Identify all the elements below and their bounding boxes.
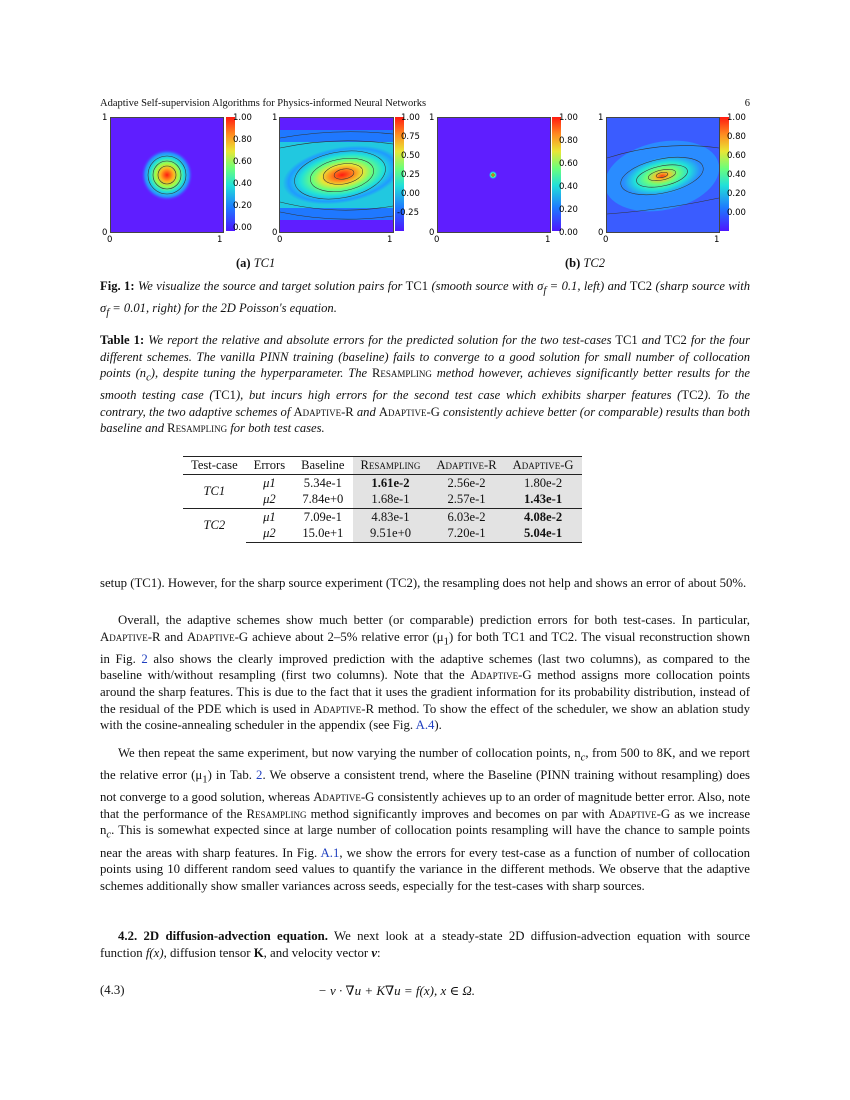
table-caption-text: ), but incurs high errors for the second test case which exhibits sharper features ( [235, 388, 682, 403]
method-adaptive-g: Adaptive-G [313, 790, 375, 805]
table-caption-text: ). To the contrary, the two adaptive schemes of [100, 388, 750, 419]
figure-caption-label: Fig. 1: [100, 279, 135, 293]
panel1-cbar-tick: 0.20 [233, 201, 252, 211]
table-caption-text: for the four different schemes. The vanilla PINN training (baseline) fails to converge to a good solution for small number of collocation points (n [100, 333, 750, 381]
paragraph-text: ) for both TC1 and TC2. The visual reconstruction shown in Fig. [100, 629, 750, 666]
cell-baseline: 7.84e+0 [302, 492, 344, 506]
cell-case: TC2 [183, 508, 246, 542]
cell-adaptive-g: 1.80e-2 [505, 474, 582, 491]
cell-error: μ2 [246, 525, 293, 542]
figure-caption-text: We visualize the source and target solution pairs for [137, 279, 403, 293]
panel1-cbar-tick: 0.00 [233, 223, 252, 233]
panel4-cbar-tick: 0.40 [727, 170, 746, 180]
cell-error: μ1 [246, 508, 293, 525]
paragraph-text: as we increase n [100, 806, 750, 838]
cell-adaptive-r: 7.20e-1 [428, 525, 504, 542]
panel2-cbar-tick: 0.75 [401, 132, 420, 142]
panel1-x-zero: 0 [107, 235, 113, 245]
table-caption-tc2: TC2 [681, 388, 704, 403]
panel2-heatmap [279, 117, 394, 233]
panel1-x-one: 1 [217, 235, 223, 245]
paragraph-text: Overall, the adaptive schemes show much better (or comparable) prediction errors for both test-cases. In particular, [118, 613, 750, 627]
table-caption-text: and [356, 404, 376, 419]
panel2-y-one: 1 [272, 113, 278, 123]
paragraph-text: and [164, 629, 183, 644]
panel2-y-zero: 0 [272, 228, 278, 238]
panel3-y-zero: 0 [429, 228, 435, 238]
header-resampling: Resampling [353, 457, 429, 475]
link-fig-a4[interactable]: A.4 [415, 718, 435, 733]
panel4-cbar-tick: 0.00 [727, 208, 746, 218]
paragraph-text: ) in Tab. [207, 768, 252, 783]
panel3-cbar-tick: 0.20 [559, 205, 578, 215]
cell-error: μ2 [263, 492, 276, 506]
subscript: c [106, 830, 112, 842]
cell-resampling: 9.51e+0 [353, 525, 429, 542]
paragraph-text: , we show the errors for every test-case as a function of number of collocation points using 10 different random seed values to quantify the variance in the different methods. We observe that the adaptive schemes additionally show smaller variances across seeds, especially for the test-cases with sharp sources. [100, 845, 751, 893]
paragraph-text: . We observe a consistent trend, where the Baseline (PINN training without resampling) does not converge to a good solution, whereas [100, 768, 750, 805]
method-adaptive-g: Adaptive-G [608, 806, 671, 821]
subcaption-b [565, 256, 605, 271]
section-4-2 [100, 928, 750, 961]
panel1-cbar-tick: 0.60 [233, 157, 252, 167]
table-caption-resampling: Resampling [371, 366, 432, 381]
cell-adaptive-r: 2.57e-1 [428, 491, 504, 508]
running-header [100, 98, 750, 109]
results-table [183, 456, 582, 543]
running-title: Adaptive Self-supervision Algorithms for Physics-informed Neural Networks [100, 98, 427, 109]
table-caption-resampling: Resampling [167, 421, 228, 436]
paragraph-text: , diffusion tensor [163, 945, 251, 960]
panel4-x-one: 1 [714, 235, 720, 245]
method-adaptive-g: Adaptive-G [470, 668, 532, 683]
method-adaptive-r: Adaptive-R [100, 629, 161, 644]
cell-adaptive-g: 4.08e-2 [505, 508, 582, 525]
subcaption-b-text: TC2 [583, 256, 605, 270]
header-adaptive-r: Adaptive-R [428, 457, 504, 475]
panel4-cbar-tick: 0.20 [727, 189, 746, 199]
panel2-cbar-tick: 0.00 [401, 189, 420, 199]
subcaption-b-label: (b) [565, 256, 581, 270]
table-caption-adaptive-g: Adaptive-G [378, 404, 440, 419]
figure-caption-text: (sharp source with σ [100, 279, 751, 316]
section-title: 4.2. 2D diffusion-advection equation. [118, 929, 328, 943]
table-caption-tc2: TC2 [664, 333, 687, 347]
panel3-x-zero: 0 [434, 235, 440, 245]
paragraph-text: achieve about 2–5% relative error (μ [252, 629, 444, 644]
page-number: 6 [744, 98, 750, 109]
paragraph-text: We next look at a steady-state 2D diffusion-advection equation with source function [100, 929, 750, 960]
figure-caption-tc1: TC1 [405, 279, 429, 293]
cell-error: μ1 [263, 475, 276, 490]
paragraph-text: consistently achieves up to an order of magnitude better error. Also, note that the performance of the [100, 790, 751, 821]
cell-resampling: 4.83e-1 [353, 508, 429, 525]
math-f: f(x) [145, 945, 164, 960]
header-errors: Errors [246, 457, 293, 475]
panel4-cbar-tick: 1.00 [727, 113, 746, 123]
panel2-cbar-tick: 0.25 [401, 170, 420, 180]
table-row [183, 474, 582, 491]
cell-resampling: 1.61e-2 [353, 474, 429, 491]
figure-caption-sub: f [543, 285, 547, 297]
cell-adaptive-g: 5.04e-1 [505, 525, 582, 542]
link-tab-2[interactable]: 2 [256, 768, 263, 783]
header-test-case: Test-case [183, 457, 246, 475]
panel4-cbar-tick: 0.80 [727, 132, 746, 142]
figure-caption-text: (smooth source with σ [431, 279, 544, 293]
panel2-cbar-tick: -0.25 [397, 208, 419, 218]
panel4-cbar-tick: 0.60 [727, 151, 746, 161]
method-resampling: Resampling [246, 806, 307, 821]
header-baseline: Baseline [293, 457, 352, 475]
subcaption-a-text: TC1 [253, 256, 276, 270]
table-caption-sub: c [146, 372, 151, 384]
figure-caption-tc2: TC2 [629, 279, 653, 293]
table-caption-text: and [641, 333, 661, 347]
subcaption-a-label: (a) [236, 256, 251, 270]
equation: − v · ∇u + K∇u = f(x), x ∈ Ω. [318, 983, 475, 998]
panel1-y-one: 1 [102, 113, 108, 123]
table-header-row [183, 457, 582, 475]
math-v: v [371, 945, 378, 960]
panel3-cbar-tick: 0.40 [559, 182, 578, 192]
figure-caption-sub: f [106, 307, 110, 319]
cell-adaptive-r: 6.03e-2 [428, 508, 504, 525]
panel3-cbar-tick: 0.80 [559, 136, 578, 146]
panel1-cbar-tick: 1.00 [233, 113, 252, 123]
paragraph-text: also shows the clearly improved prediction with the adaptive schemes (last two columns), as compared to the baseline with/without resampling (first two columns). Note that the [100, 651, 750, 683]
method-adaptive-r: Adaptive-R [313, 701, 375, 716]
subscript: 1 [202, 774, 208, 786]
panel3-cbar-tick: 0.60 [559, 159, 578, 169]
figure-caption-text: = 0.1, left) and [546, 279, 627, 293]
table-caption-text: ), despite tuning the hyperparameter. The [150, 366, 368, 381]
cell-case: TC1 [203, 483, 226, 498]
paragraph-1: setup (TC1). However, for the sharp source experiment (TC2), the resampling does not help and shows an error of about 50%. [100, 576, 747, 590]
subscript: c [580, 752, 586, 764]
panel3-cbar-tick: 0.00 [559, 228, 578, 238]
panel1-cbar-tick: 0.40 [233, 179, 252, 189]
link-fig-2[interactable]: 2 [141, 651, 148, 666]
table-caption [100, 332, 750, 437]
panel3-cbar-tick: 1.00 [559, 113, 578, 123]
table-caption-text: method however, achieves significantly better results for the smooth testing case ( [100, 366, 750, 403]
subcaption-a [236, 256, 275, 271]
cell-resampling: 1.68e-1 [353, 491, 429, 508]
method-adaptive-g: Adaptive-G [186, 629, 249, 644]
paragraph-text: method significantly improves and becomes on par with [310, 806, 605, 821]
table-caption-text: consistently achieve better (or comparable) results than both baseline and [100, 404, 751, 436]
panel3-x-one: 1 [545, 235, 551, 245]
paragraph-text: ). [434, 718, 442, 733]
paragraph-text: We then repeat the same experiment, but now varying the number of collocation points, n [118, 746, 581, 760]
table-row [183, 508, 582, 525]
cell-baseline: 15.0e+1 [293, 525, 352, 542]
paragraph-text: , from 500 to 8K, and we report the relative error (μ [100, 746, 750, 783]
paragraph-text: , and velocity vector [263, 945, 369, 960]
panel4-heatmap [606, 117, 720, 233]
paragraph-text: . This is somewhat expected since at large number of collocation points resampling will have the chance to sample points near the areas with sharp features. In Fig. [100, 823, 750, 860]
table-caption-adaptive-r: Adaptive-R [293, 404, 354, 419]
table-caption-tc1: TC1 [615, 333, 638, 347]
panel2-x-zero: 0 [277, 235, 283, 245]
paragraph-text: : [377, 945, 381, 960]
panel2-cbar-tick: 1.00 [401, 113, 420, 123]
panel1-cbar-tick: 0.80 [233, 135, 252, 145]
panel2-cbar-tick: 0.50 [401, 151, 420, 161]
panel2-x-one: 1 [387, 235, 393, 245]
math-K: K [253, 945, 264, 960]
cell-baseline: 7.09e-1 [293, 508, 352, 525]
cell-adaptive-g: 1.43e-1 [505, 491, 582, 508]
figure-caption [100, 278, 750, 322]
table-caption-tc1: TC1 [213, 388, 236, 403]
table-caption-text: We report the relative and absolute errors for the predicted solution for the two test-cases [148, 333, 612, 347]
paragraph-2 [100, 612, 750, 734]
paragraph-text: method. To show the effect of the scheduler, we show an ablation study with the cosine-annealing scheduler in the appendix (see Fig. [100, 701, 750, 733]
panel4-y-one: 1 [598, 113, 604, 123]
header-adaptive-g: Adaptive-G [505, 457, 582, 475]
subscript: 1 [443, 636, 449, 648]
figure-caption-text: = 0.01, right) for the 2D Poisson's equation. [109, 301, 337, 316]
panel4-x-zero: 0 [603, 235, 609, 245]
table-caption-text: for both test cases. [230, 421, 325, 436]
panel1-y-zero: 0 [102, 228, 108, 238]
cell-baseline: 5.34e-1 [303, 475, 342, 490]
panel4-y-zero: 0 [598, 228, 604, 238]
paragraph-text: method assigns more collocation points around the sharp features. This is due to the fact that it uses the gradient information for its probability distribution, instead of the residual of the PDE which is used in [100, 668, 751, 716]
table-caption-label: Table 1: [100, 333, 145, 347]
cell-adaptive-r: 2.56e-2 [428, 474, 504, 491]
equation-number: (4.3) [100, 983, 125, 997]
panel3-y-one: 1 [429, 113, 435, 123]
panel3-heatmap [437, 117, 551, 233]
panel1-heatmap [110, 117, 224, 233]
paragraph-3 [100, 745, 750, 894]
link-fig-a1[interactable]: A.1 [320, 845, 340, 860]
